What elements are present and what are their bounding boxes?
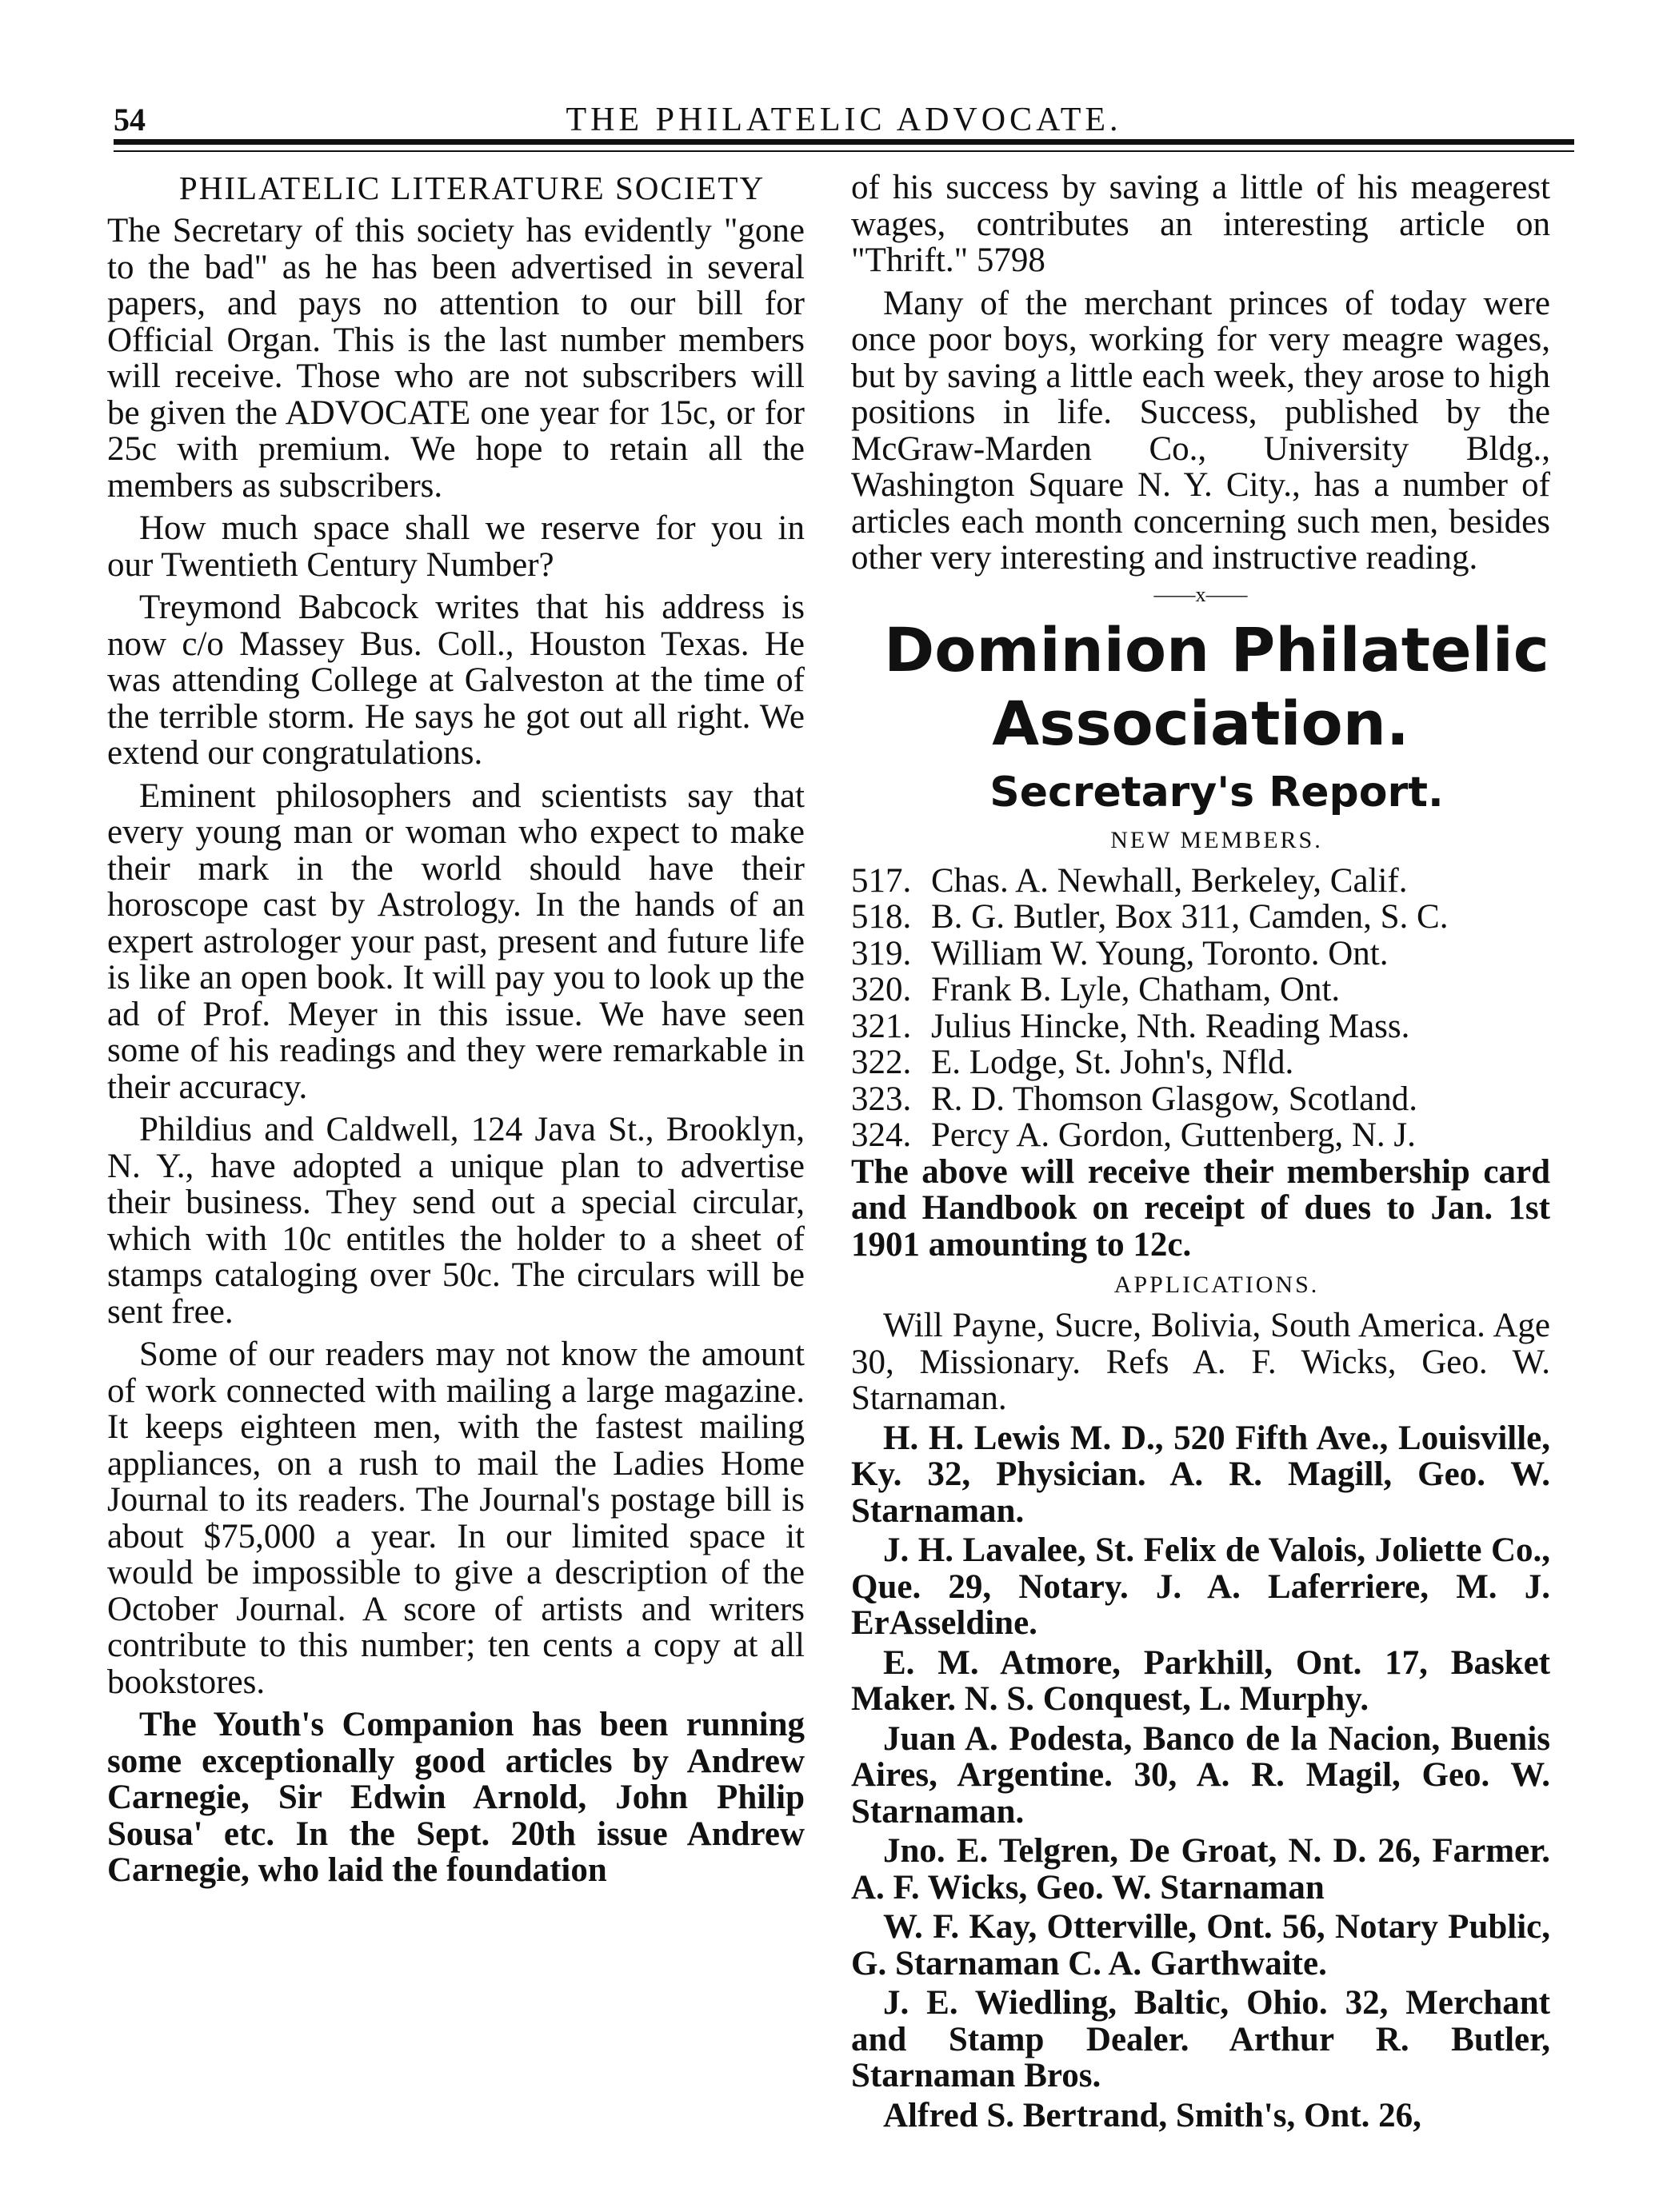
application-entry: J. E. Wiedling, Baltic, Ohio. 32, Merchant and Stamp Dealer. Arthur R. Butler, Starnaman Bros. [851,1984,1550,2094]
right-column [851,170,1550,2137]
page-number: 54 [114,102,146,138]
article-paragraph: Treymond Babcock writes that his address is now c/o Massey Bus. Coll., Houston Texas. He was attending College at Galveston at the time of the terrible storm. He says he got out all right. We extend our congratulations. [107,589,805,772]
article-paragraph: The Secretary of this society has evidently "gone to the bad" as he has been advertised in several papers, and pays no attention to our bill for Official Organ. This is the last number members will receive. Those who are not subscribers will be given the ADVOCATE one year for 15c, or for 25c with premium. We hope to retain all the members as subscribers. [107,212,805,505]
continued-paragraph: of his success by saving a little of his meagerest wages, contributes an interesting article on "Thrift." 5798 [851,169,1550,279]
article-paragraph: Many of the merchant princes of today were once poor boys, working for very meagre wages, but by saving a little each week, they arose to high positions in life. Success, published by the McGraw-Marden Co., University Bldg., Washington Square N. Y. City., has a number of articles each month concerning such men, besides other very interesting and instructive reading. [851,284,1550,577]
header-rule-thick [114,139,1574,145]
header-rule-thin [114,150,1574,152]
member-number: 517. [851,861,912,900]
member-number: 321. [851,1007,912,1045]
article-paragraph: Some of our readers may not know the amount of work connected with mailing a large magazine. It keeps eighteen men, with the fastest mailing appliances, on a rush to mail the Ladies Home Journal to its readers. The Journal's postage bill is about $75,000 a year. In our limited space it would be impossible to give a description of the October Journal. A score of artists and writers contribute to this number; ten cents a copy at all bookstores. [107,1336,805,1701]
list-item [851,1117,1550,1154]
member-number: 319. [851,934,912,972]
article-paragraph: Phildius and Caldwell, 124 Java St., Brooklyn, N. Y., have adopted a unique plan to advertise their business. They send out a special circular, which with 10c entitles the holder to a sheet of stamps cataloging over 50c. The circulars will be sent free. [107,1111,805,1331]
member-entry: Chas. A. Newhall, Berkeley, Calif. [931,861,1408,900]
list-item [851,899,1550,936]
membership-note: The above will receive their membership card and Handbook on receipt of dues to Jan. 1st 1901 amounting to 12c. [851,1152,1550,1264]
list-item [851,863,1550,900]
society-heading: PHILATELIC LITERATURE SOCIETY [178,170,766,206]
page-header [114,96,1574,158]
list-item [851,1008,1550,1045]
application-entry: Alfred S. Bertrand, Smith's, Ont. 26, [883,2096,1421,2134]
new-members-heading: NEW MEMBERS. [1110,826,1323,853]
member-entry: R. D. Thomson Glasgow, Scotland. [931,1080,1417,1118]
member-number: 518. [851,898,912,936]
member-entry: Percy A. Gordon, Guttenberg, N. J. [931,1116,1416,1154]
article-paragraph: The Youth's Companion has been running some exceptionally good articles by Andrew Carnegie, Sir Edwin Arnold, John Philip Sousa' etc. In the Sept. 20th issue Andrew Carnegie, who laid the foundation [107,1706,805,1889]
applications-heading: APPLICATIONS. [1113,1272,1320,1298]
application-entry: E. M. Atmore, Parkhill, Ont. 17, Basket Maker. N. S. Conquest, L. Murphy. [851,1643,1550,1718]
member-entry: B. G. Butler, Box 311, Camden, S. C. [931,898,1449,936]
application-entry: W. F. Kay, Otterville, Ont. 56, Notary Public, G. Starnaman C. A. Garthwaite. [851,1908,1550,1982]
article-paragraph: Eminent philosophers and scientists say that every young man or woman who expect to make their mark in the world should have their horoscope cast by Astrology. In the hands of an expert astrologer your past, present and future life is like an open book. It will pay you to look up the ad of Prof. Meyer in this issue. We have seen some of his readings and they were remarkable in their accuracy. [107,777,805,1106]
application-entry: Jno. E. Telgren, De Groat, N. D. 26, Farmer. A. F. Wicks, Geo. W. Starnaman [851,1832,1550,1907]
application-entry: Will Payne, Sucre, Bolivia, South America. Age 30, Missionary. Refs A. F. Wicks, Geo. W. Starnaman. [851,1307,1550,1417]
application-entry: J. H. Lavalee, St. Felix de Valois, Joliette Co., Que. 29, Notary. J. A. Laferriere, M. J. ErAsseldine. [851,1531,1550,1642]
member-entry: William W. Young, Toronto. Ont. [931,934,1389,972]
association-title: Dominion Philatelic Association. [884,613,1549,759]
applications-list [851,1308,1550,2134]
running-title: THE PHILATELIC ADVOCATE. [566,102,1122,138]
list-item [851,972,1550,1008]
list-item [851,1081,1550,1118]
member-number: 322. [851,1044,912,1081]
application-entry: H. H. Lewis M. D., 520 Fifth Ave., Louisville, Ky. 32, Physician. A. R. Magill, Geo. W. Starnaman. [851,1419,1550,1530]
member-number: 324. [851,1116,912,1154]
article-paragraph: How much space shall we reserve for you in our Twentieth Century Number? [107,509,805,584]
member-entry: Julius Hincke, Nth. Reading Mass. [931,1007,1410,1045]
new-members-list [851,863,1550,1154]
left-column [107,170,805,1895]
member-number: 320. [851,971,912,1008]
member-entry: Frank B. Lyle, Chatham, Ont. [931,971,1341,1008]
member-entry: E. Lodge, St. John's, Nfld. [931,1044,1294,1081]
report-title: Secretary's Report. [989,768,1444,817]
section-separator: ——x—— [1153,582,1248,606]
list-item [851,1044,1550,1081]
list-item [851,936,1550,972]
member-number: 323. [851,1080,912,1118]
application-entry: Juan A. Podesta, Banco de la Nacion, Buenis Aires, Argentine. 30, A. R. Magil, Geo. W. Starnaman. [851,1719,1550,1831]
